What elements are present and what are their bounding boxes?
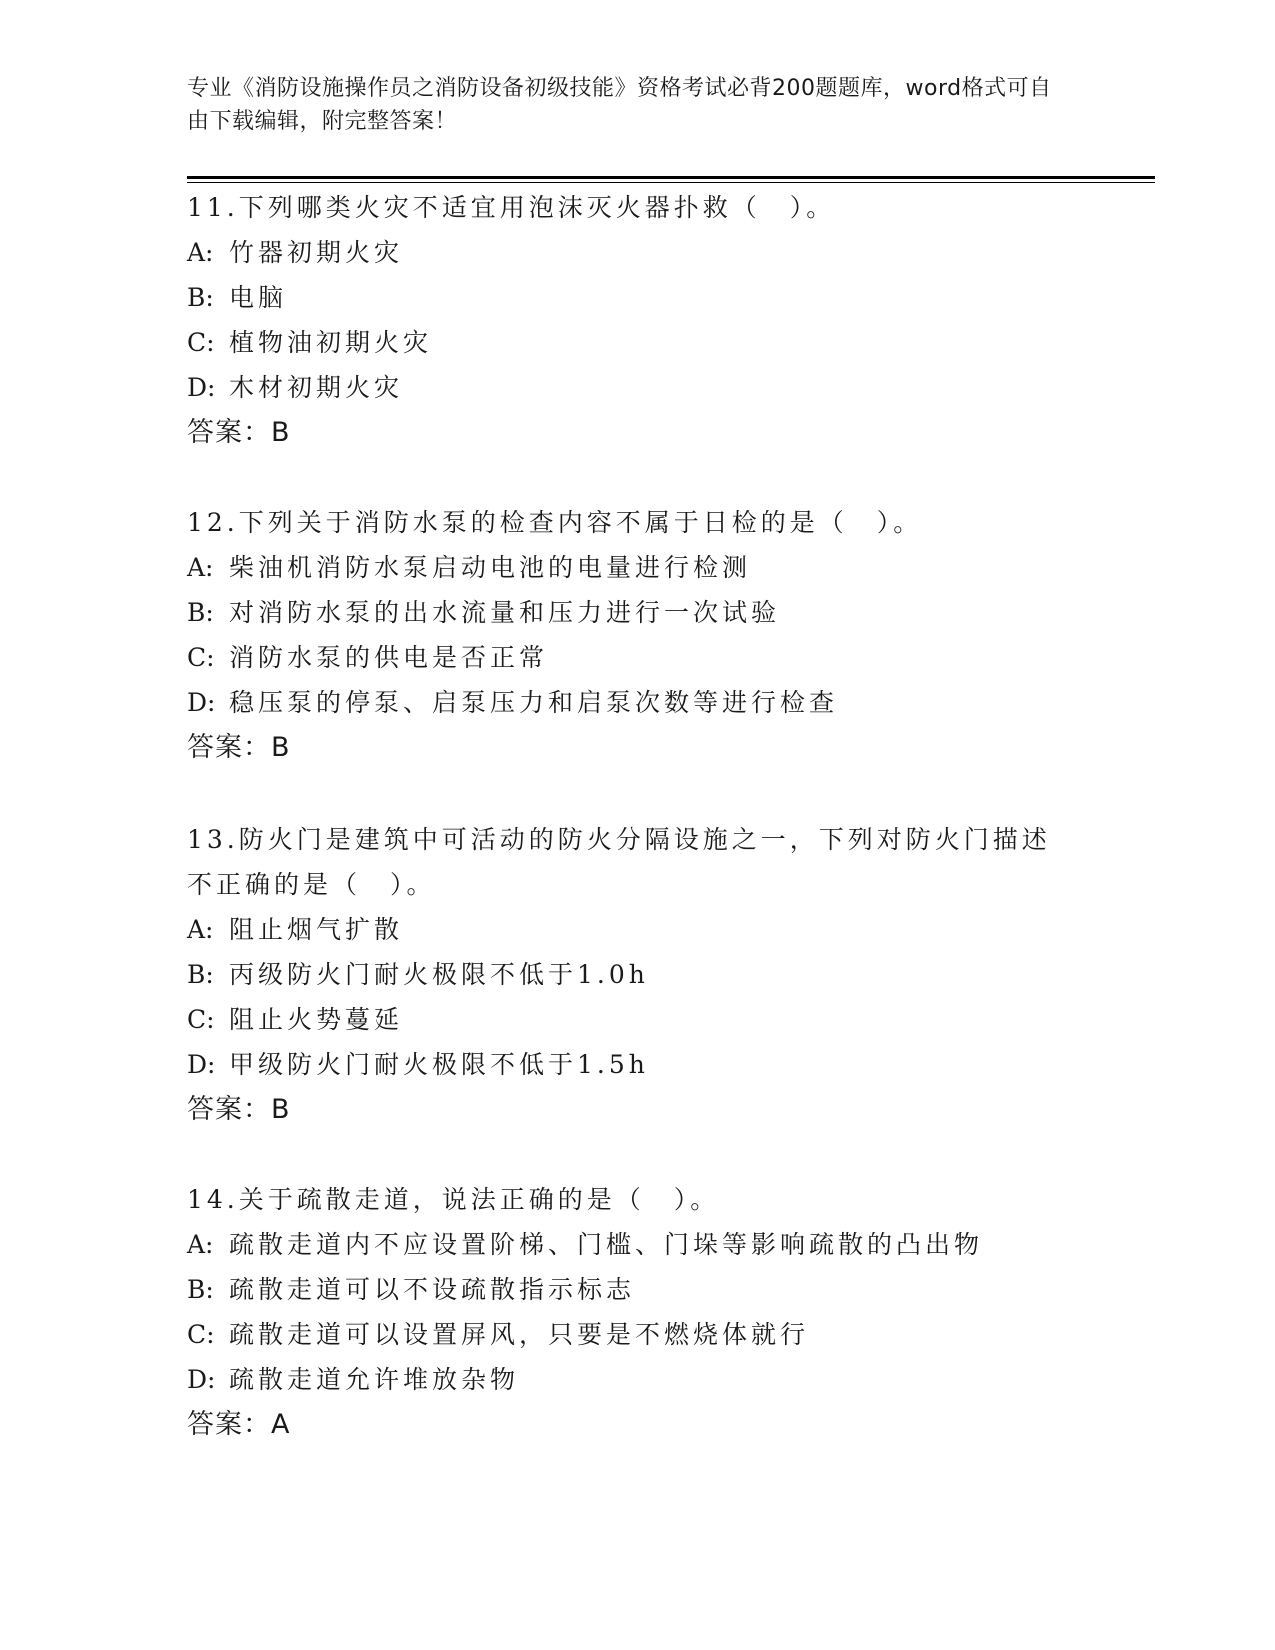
question-11	[187, 185, 1087, 455]
question-stem: 14.关于疏散走道，说法正确的是（ ）。	[187, 1185, 720, 1214]
option-key: D:	[187, 373, 216, 402]
option-key: A:	[187, 1230, 214, 1259]
option-key: B:	[187, 960, 214, 989]
option-text: 疏散走道可以不设疏散指示标志	[229, 1275, 636, 1304]
option-text: 疏散走道可以设置屏风，只要是不燃烧体就行	[229, 1320, 810, 1349]
question-stem: 13.防火门是建筑中可活动的防火分隔设施之一，下列对防火门描述不正确的是（ ）。	[187, 825, 1051, 899]
option-text: 稳压泵的停泵、启泵压力和启泵次数等进行检查	[229, 688, 839, 717]
answer: 答案：A	[187, 1409, 291, 1440]
document-header: 专业《消防设施操作员之消防设备初级技能》资格考试必背200题题库，word格式可自由下载编辑，附完整答案！	[187, 76, 1052, 134]
option-b	[187, 275, 1087, 320]
question-stem: 11.下列哪类火灾不适宜用泡沫灭火器扑救（ ）。	[187, 193, 836, 222]
option-d	[187, 680, 1087, 725]
option-text: 疏散走道允许堆放杂物	[229, 1365, 520, 1394]
option-text: 柴油机消防水泵启动电池的电量进行检测	[229, 553, 752, 582]
option-key: B:	[187, 598, 214, 627]
option-key: B:	[187, 1275, 214, 1304]
option-b	[187, 952, 1067, 997]
option-text: 消防水泵的供电是否正常	[229, 643, 549, 672]
option-text: 电脑	[229, 283, 288, 312]
option-text: 阻止火势蔓延	[229, 1005, 404, 1034]
option-c	[187, 320, 1087, 365]
option-key: D:	[187, 688, 216, 717]
option-d	[187, 1042, 1067, 1087]
option-key: C:	[187, 643, 215, 672]
option-d	[187, 365, 1087, 410]
option-text: 疏散走道内不应设置阶梯、门槛、门垛等影响疏散的凸出物	[229, 1230, 984, 1259]
option-c	[187, 1312, 1087, 1357]
option-b	[187, 1267, 1087, 1312]
option-text: 木材初期火灾	[229, 373, 404, 402]
option-key: C:	[187, 1320, 215, 1349]
question-12	[187, 500, 1087, 770]
option-key: B:	[187, 283, 214, 312]
option-b	[187, 590, 1087, 635]
option-text: 甲级防火门耐火极限不低于1.5h	[229, 1050, 649, 1079]
option-c	[187, 635, 1087, 680]
option-key: C:	[187, 328, 215, 357]
option-a	[187, 907, 1067, 952]
option-key: D:	[187, 1365, 216, 1394]
option-text: 植物油初期火灾	[229, 328, 433, 357]
option-key: A:	[187, 553, 214, 582]
option-text: 竹器初期火灾	[229, 238, 404, 267]
option-key: A:	[187, 238, 214, 267]
option-a	[187, 230, 1087, 275]
option-key: D:	[187, 1050, 216, 1079]
option-a	[187, 545, 1087, 590]
header-rule-thick	[187, 176, 1155, 179]
question-13	[187, 817, 1067, 1132]
answer: 答案：B	[187, 1094, 291, 1125]
option-key: A:	[187, 915, 214, 944]
header-rule-thin	[187, 182, 1155, 183]
answer: 答案：B	[187, 417, 291, 448]
option-c	[187, 997, 1067, 1042]
question-stem: 12.下列关于消防水泵的检查内容不属于日检的是（ ）。	[187, 508, 923, 537]
answer: 答案：B	[187, 732, 291, 763]
question-14	[187, 1177, 1087, 1447]
option-d	[187, 1357, 1087, 1402]
option-text: 丙级防火门耐火极限不低于1.0h	[229, 960, 649, 989]
option-text: 对消防水泵的出水流量和压力进行一次试验	[229, 598, 781, 627]
option-key: C:	[187, 1005, 215, 1034]
option-a	[187, 1222, 1087, 1267]
option-text: 阻止烟气扩散	[229, 915, 404, 944]
